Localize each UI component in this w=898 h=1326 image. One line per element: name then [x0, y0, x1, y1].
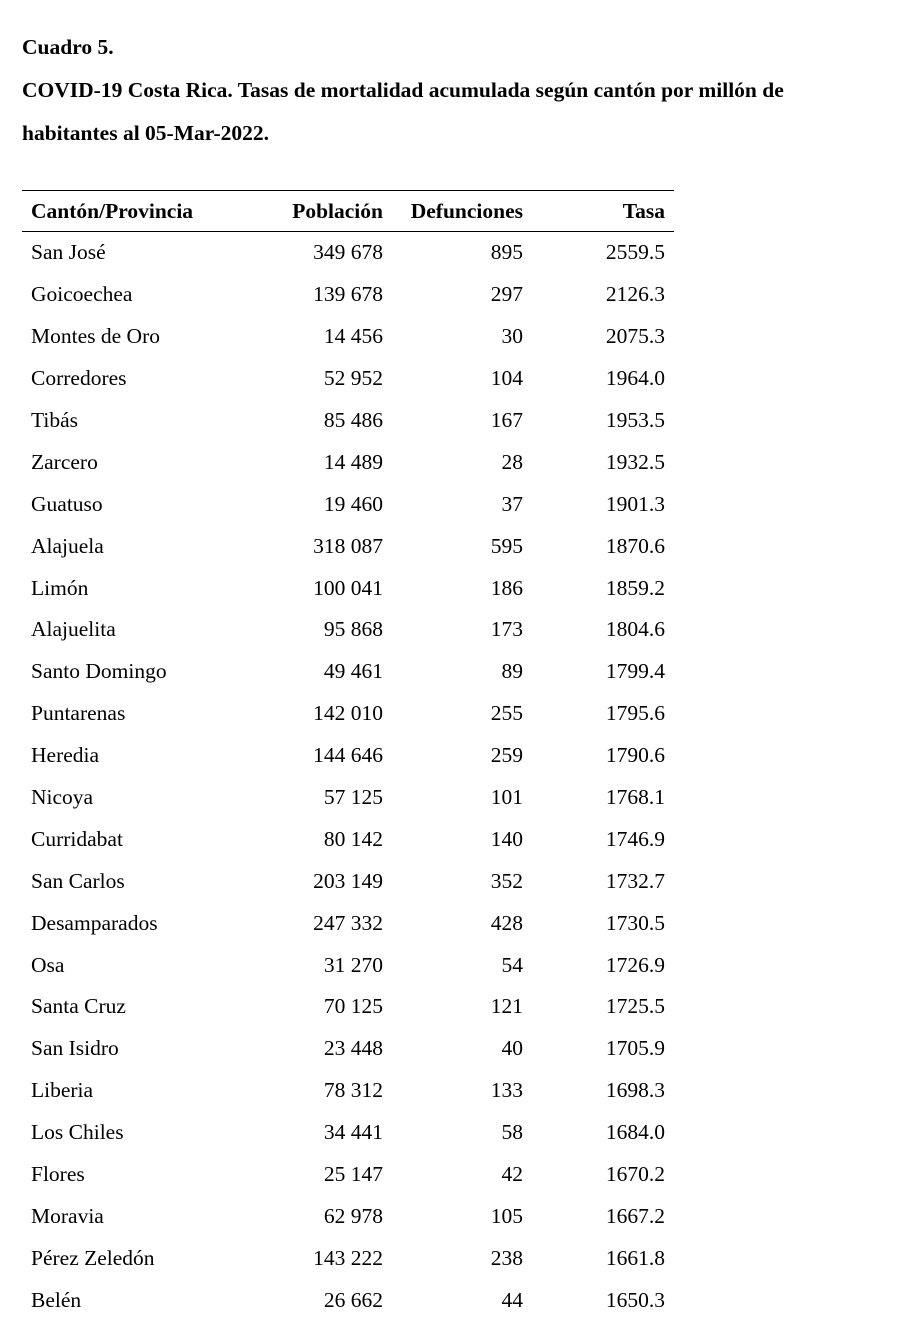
- cell-poblacion: 49 461: [323, 659, 383, 684]
- table-row: [22, 232, 674, 274]
- cell-poblacion: 80 142: [323, 826, 383, 851]
- cell-poblacion: 78 312: [323, 1078, 383, 1103]
- header-canton: Cantón/Provincia: [31, 198, 194, 223]
- cell-defunciones: 30: [501, 324, 523, 349]
- cell-poblacion: 142 010: [313, 701, 383, 726]
- header-tasa: Tasa: [622, 198, 665, 223]
- cell-tasa: 1870.6: [605, 533, 665, 558]
- cell-poblacion: 318 087: [313, 533, 383, 558]
- caption-title-line-1: COVID-19 Costa Rica. Tasas de mortalidad acumulada según cantón por millón de: [22, 78, 784, 102]
- cell-defunciones: 255: [490, 701, 523, 726]
- caption-label: Cuadro 5.: [22, 35, 114, 59]
- cell-defunciones: 133: [490, 1078, 523, 1103]
- cell-tasa: 1790.6: [605, 743, 665, 768]
- cell-tasa: 2559.5: [605, 240, 665, 265]
- cell-defunciones: 121: [490, 994, 523, 1019]
- cell-defunciones: 297: [490, 282, 523, 307]
- cell-defunciones: 89: [501, 659, 523, 684]
- cell-canton: Santa Cruz: [31, 994, 126, 1019]
- cell-poblacion: 144 646: [313, 743, 383, 768]
- table-row: [22, 777, 674, 819]
- cell-poblacion: 70 125: [323, 994, 383, 1019]
- cell-poblacion: 85 486: [323, 408, 383, 432]
- table-row: [22, 818, 674, 860]
- cell-canton: Flores: [31, 1162, 85, 1187]
- table-row: [22, 1070, 674, 1112]
- cell-poblacion: 31 270: [323, 952, 383, 977]
- table-row: [22, 651, 674, 693]
- cell-tasa: 1859.2: [605, 575, 665, 600]
- table-row: [22, 693, 674, 735]
- cell-poblacion: 14 489: [323, 449, 383, 474]
- cell-tasa: 1799.4: [605, 659, 665, 684]
- mortality-table: [22, 190, 674, 1321]
- cell-defunciones: 173: [490, 617, 523, 642]
- cell-poblacion: 19 460: [323, 491, 383, 516]
- table-row: [22, 316, 674, 358]
- table-header: [22, 191, 674, 232]
- cell-canton: Desamparados: [31, 910, 158, 935]
- cell-canton: Pérez Zeledón: [31, 1245, 155, 1270]
- cell-poblacion: 52 952: [323, 366, 383, 391]
- cell-poblacion: 247 332: [313, 910, 383, 935]
- cell-defunciones: 105: [490, 1203, 523, 1228]
- cell-canton: Nicoya: [31, 785, 94, 810]
- cell-defunciones: 352: [490, 868, 523, 893]
- cell-canton: Tibás: [31, 408, 79, 432]
- table-row: [22, 902, 674, 944]
- cell-canton: Limón: [31, 575, 89, 600]
- table-row: [22, 567, 674, 609]
- cell-canton: Liberia: [31, 1078, 94, 1103]
- table-row: [22, 944, 674, 986]
- table-row: [22, 609, 674, 651]
- table-row: [22, 1195, 674, 1237]
- cell-poblacion: 100 041: [313, 575, 383, 600]
- cell-poblacion: 26 662: [323, 1287, 383, 1312]
- cell-defunciones: 37: [501, 491, 523, 516]
- cell-poblacion: 143 222: [313, 1245, 383, 1270]
- cell-poblacion: 25 147: [323, 1162, 383, 1187]
- cell-defunciones: 140: [490, 826, 523, 851]
- cell-canton: Osa: [31, 952, 65, 977]
- cell-canton: San Isidro: [31, 1036, 119, 1061]
- cell-defunciones: 28: [501, 449, 523, 474]
- cell-defunciones: 428: [490, 910, 523, 935]
- cell-canton: Puntarenas: [31, 701, 126, 726]
- cell-defunciones: 186: [490, 575, 523, 600]
- cell-tasa: 1684.0: [605, 1120, 665, 1145]
- cell-tasa: 1650.3: [605, 1287, 665, 1312]
- cell-tasa: 1705.9: [605, 1036, 665, 1061]
- cell-defunciones: 40: [501, 1036, 523, 1061]
- cell-tasa: 1953.5: [605, 408, 665, 432]
- cell-canton: Corredores: [31, 366, 127, 391]
- cell-poblacion: 34 441: [323, 1120, 383, 1145]
- cell-poblacion: 95 868: [323, 617, 383, 642]
- cell-defunciones: 42: [501, 1162, 523, 1187]
- cell-tasa: 1726.9: [605, 952, 665, 977]
- table-row: [22, 860, 674, 902]
- cell-defunciones: 101: [490, 785, 523, 810]
- cell-canton: Alajuela: [31, 533, 104, 558]
- cell-defunciones: 259: [490, 743, 523, 768]
- cell-tasa: 2075.3: [605, 324, 665, 349]
- cell-tasa: 1670.2: [605, 1162, 665, 1187]
- cell-canton: San Carlos: [31, 868, 125, 893]
- cell-tasa: 1768.1: [605, 785, 665, 810]
- cell-defunciones: 895: [490, 240, 523, 265]
- cell-canton: Alajuelita: [31, 617, 116, 642]
- cell-poblacion: 23 448: [323, 1036, 383, 1061]
- table-caption: [22, 26, 892, 155]
- cell-tasa: 1732.7: [605, 868, 665, 893]
- table-row: [22, 1112, 674, 1154]
- cell-defunciones: 44: [501, 1287, 523, 1312]
- cell-defunciones: 167: [490, 408, 523, 432]
- cell-canton: Heredia: [31, 743, 100, 768]
- cell-defunciones: 58: [501, 1120, 523, 1145]
- cell-poblacion: 139 678: [313, 282, 383, 307]
- header-defunciones: Defunciones: [410, 198, 523, 223]
- cell-tasa: 2126.3: [605, 282, 665, 307]
- cell-tasa: 1698.3: [605, 1078, 665, 1103]
- table-row: [22, 735, 674, 777]
- cell-canton: Moravia: [31, 1203, 104, 1228]
- table-row: [22, 1237, 674, 1279]
- cell-tasa: 1667.2: [605, 1203, 665, 1228]
- cell-tasa: 1964.0: [605, 366, 665, 391]
- cell-canton: Zarcero: [31, 449, 98, 474]
- header-row: [22, 191, 674, 232]
- cell-tasa: 1725.5: [605, 994, 665, 1019]
- cell-canton: San José: [31, 240, 106, 265]
- cell-canton: Guatuso: [31, 491, 103, 516]
- cell-canton: Montes de Oro: [31, 324, 160, 349]
- cell-canton: Santo Domingo: [31, 659, 167, 684]
- cell-poblacion: 349 678: [313, 240, 383, 265]
- table-row: [22, 441, 674, 483]
- cell-tasa: 1795.6: [605, 701, 665, 726]
- table-row: [22, 986, 674, 1028]
- caption-title-line-2: habitantes al 05-Mar-2022.: [22, 121, 270, 145]
- table-row: [22, 483, 674, 525]
- cell-canton: Belén: [31, 1287, 82, 1312]
- cell-poblacion: 62 978: [323, 1203, 383, 1228]
- cell-tasa: 1932.5: [605, 449, 665, 474]
- cell-tasa: 1661.8: [605, 1245, 665, 1270]
- cell-tasa: 1730.5: [605, 910, 665, 935]
- cell-canton: Curridabat: [31, 826, 123, 851]
- cell-tasa: 1901.3: [605, 491, 665, 516]
- cell-canton: Goicoechea: [31, 282, 133, 307]
- cell-defunciones: 238: [490, 1245, 523, 1270]
- table-row: [22, 358, 674, 400]
- table-row: [22, 525, 674, 567]
- cell-poblacion: 14 456: [323, 324, 383, 349]
- cell-poblacion: 57 125: [323, 785, 383, 810]
- table-row: [22, 400, 674, 442]
- cell-poblacion: 203 149: [313, 868, 383, 893]
- cell-canton: Los Chiles: [31, 1120, 124, 1145]
- cell-tasa: 1746.9: [605, 826, 665, 851]
- table-row: [22, 1279, 674, 1321]
- table-row: [22, 274, 674, 316]
- header-poblacion: Población: [292, 198, 383, 223]
- cell-tasa: 1804.6: [605, 617, 665, 642]
- table-body: [22, 232, 674, 1322]
- cell-defunciones: 104: [490, 366, 523, 391]
- table-row: [22, 1154, 674, 1196]
- table-row: [22, 1028, 674, 1070]
- cell-defunciones: 595: [490, 533, 523, 558]
- cell-defunciones: 54: [501, 952, 523, 977]
